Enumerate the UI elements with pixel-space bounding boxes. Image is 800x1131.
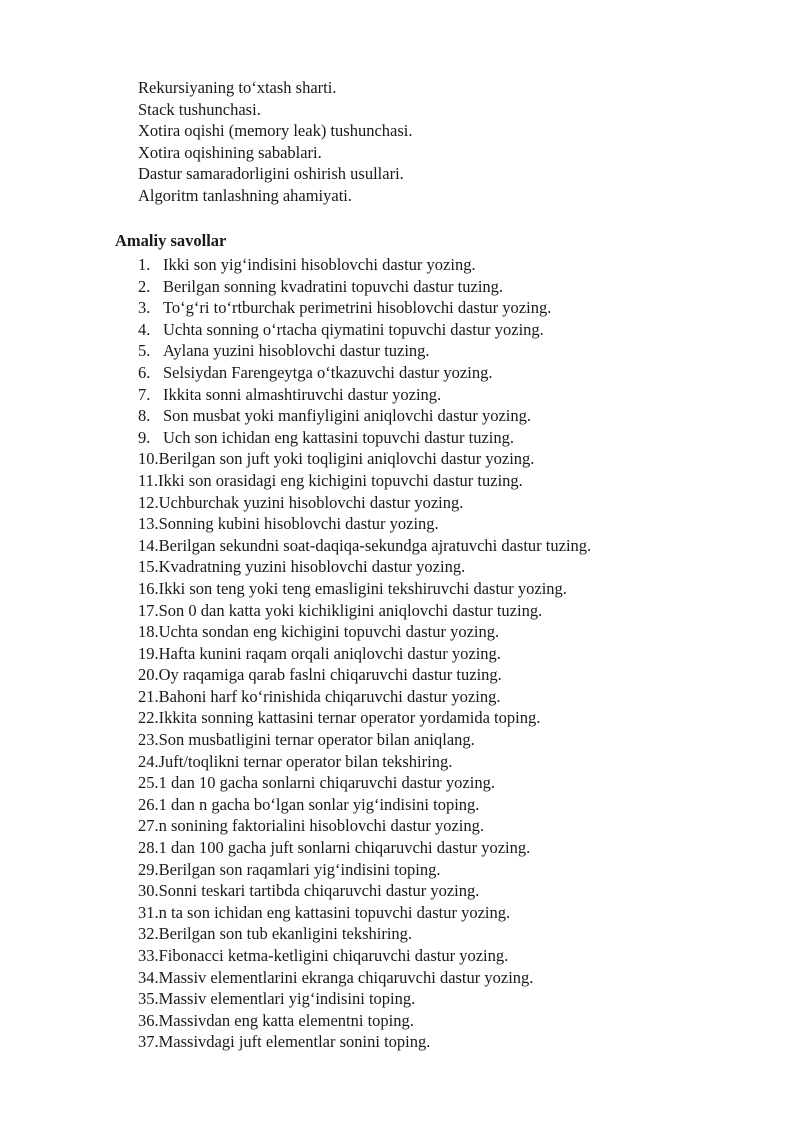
question-item (138, 297, 591, 319)
question-text: Selsiydan Farengeytga o‘tkazuvchi dastur yozing. (163, 362, 493, 382)
topic-item: Dastur samaradorligini oshirish usullari. (138, 164, 404, 184)
question-text: Ikki son teng yoki teng emasligini tekshiruvchi dastur yozing. (158, 578, 567, 598)
question-number: 27. (138, 816, 159, 836)
question-text: Massiv elementlarini ekranga chiqaruvchi dastur yozing. (158, 967, 534, 987)
section-heading: Amaliy savollar (115, 231, 227, 250)
question-text: To‘g‘ri to‘rtburchak perimetrini hisoblovchi dastur yozing. (163, 298, 552, 318)
question-text: Oy raqamiga qarab faslni chiqaruvchi dastur tuzing. (158, 665, 502, 685)
question-number: 34. (138, 967, 159, 987)
question-number: 15. (138, 557, 159, 577)
question-item (138, 1010, 591, 1032)
question-item (138, 729, 591, 751)
question-item (138, 556, 591, 578)
question-text: Massiv elementlari yig‘indisini toping. (158, 989, 416, 1009)
question-item (138, 276, 591, 298)
question-item (138, 362, 591, 384)
question-number: 14. (138, 535, 159, 555)
question-number: 33. (138, 946, 159, 965)
question-text: n ta son ichidan eng kattasini topuvchi dastur yozing. (158, 902, 511, 922)
question-number: 35. (138, 989, 159, 1009)
question-item (138, 967, 591, 989)
question-text: Sonning kubini hisoblovchi dastur yozing. (158, 514, 439, 534)
question-item (138, 492, 591, 514)
question-text: Ikki son yig‘indisini hisoblovchi dastur yozing. (163, 255, 476, 274)
topic-item: Xotira oqishi (memory leak) tushunchasi. (138, 121, 413, 141)
question-text: Uchta sondan eng kichigini topuvchi dastur yozing. (158, 622, 500, 642)
topic-item: Algoritm tanlashning ahamiyati. (138, 185, 353, 205)
question-text: Kvadratning yuzini hisoblovchi dastur yozing. (158, 557, 466, 577)
question-item (138, 405, 591, 427)
question-number: 28. (138, 838, 159, 858)
question-text: Berilgan sonning kvadratini topuvchi dastur tuzing. (163, 276, 504, 296)
question-item (138, 340, 591, 362)
question-number: 26. (138, 794, 159, 814)
question-text: Ikki son orasidagi eng kichigini topuvchi dastur tuzing. (158, 470, 523, 490)
topic-item: Rekursiyaning to‘xtash sharti. (138, 78, 337, 97)
question-text: 1 dan 10 gacha sonlarni chiqaruvchi dastur yozing. (158, 773, 495, 793)
question-text: Uchburchak yuzini hisoblovchi dastur yozing. (158, 492, 464, 512)
question-item (138, 254, 591, 276)
question-text: 1 dan n gacha bo‘lgan sonlar yig‘indisini toping. (158, 794, 480, 814)
question-number: 10. (138, 449, 159, 469)
question-number: 30. (138, 881, 159, 901)
question-text: Son 0 dan katta yoki kichikligini aniqlovchi dastur tuzing. (158, 600, 543, 620)
question-text: Bahoni harf ko‘rinishida chiqaruvchi dastur yozing. (158, 686, 501, 706)
question-item (138, 664, 591, 686)
question-number: 32. (138, 924, 159, 944)
question-text: Uch son ichidan eng kattasini topuvchi dastur tuzing. (163, 427, 515, 447)
question-number: 6. (138, 362, 151, 382)
question-number: 12. (138, 492, 159, 512)
question-item (138, 815, 591, 837)
question-number: 11. (138, 470, 159, 490)
question-number: 25. (138, 773, 159, 793)
question-number: 22. (138, 708, 159, 728)
question-number: 7. (138, 384, 151, 404)
question-item (138, 794, 591, 816)
question-item (138, 859, 591, 881)
question-item (138, 707, 591, 729)
question-number: 13. (138, 514, 159, 534)
topic-list (138, 77, 412, 207)
question-text: n sonining faktorialini hisoblovchi dastur yozing. (158, 816, 485, 836)
question-number: 21. (138, 686, 159, 706)
question-text: Aylana yuzini hisoblovchi dastur tuzing. (163, 341, 430, 361)
question-item (138, 513, 591, 535)
question-number: 20. (138, 665, 159, 685)
question-text: Sonni teskari tartibda chiqaruvchi dastur yozing. (158, 881, 480, 901)
question-number: 3. (138, 298, 151, 318)
question-item (138, 384, 591, 406)
question-number: 9. (138, 427, 151, 447)
question-item (138, 902, 591, 924)
question-number: 18. (138, 622, 159, 642)
question-item (138, 751, 591, 773)
question-text: Ikkita sonning kattasini ternar operator yordamida toping. (158, 708, 541, 728)
question-number: 24. (138, 751, 159, 771)
question-item (138, 880, 591, 902)
question-item (138, 923, 591, 945)
question-text: Berilgan son tub ekanligini tekshiring. (158, 924, 413, 944)
question-number: 36. (138, 1010, 159, 1030)
question-number: 1. (138, 255, 151, 274)
topic-item: Stack tushunchasi. (138, 99, 261, 119)
question-list (138, 254, 591, 1053)
topic-item: Xotira oqishining sabablari. (138, 142, 322, 162)
question-text: Massivdagi juft elementlar sonini toping. (158, 1032, 431, 1052)
question-item (138, 319, 591, 341)
question-text: Berilgan son juft yoki toqligini aniqlovchi dastur yozing. (158, 449, 535, 469)
question-item (138, 470, 591, 492)
question-text: Berilgan sekundni soat-daqiqa-sekundga ajratuvchi dastur tuzing. (158, 535, 592, 555)
question-text: Berilgan son raqamlari yig‘indisini toping. (158, 859, 441, 879)
question-item (138, 578, 591, 600)
question-item (138, 772, 591, 794)
question-number: 29. (138, 859, 159, 879)
question-item (138, 945, 591, 967)
question-text: Uchta sonning o‘rtacha qiymatini topuvchi dastur yozing. (163, 319, 544, 339)
question-number: 31. (138, 902, 159, 922)
question-item (138, 621, 591, 643)
question-text: Ikkita sonni almashtiruvchi dastur yozing. (163, 384, 442, 404)
question-number: 16. (138, 578, 159, 598)
question-item (138, 643, 591, 665)
question-number: 23. (138, 730, 159, 750)
question-item (138, 600, 591, 622)
question-text: Juft/toqlikni ternar operator bilan tekshiring. (158, 751, 453, 771)
question-text: Hafta kunini raqam orqali aniqlovchi dastur yozing. (158, 643, 501, 663)
question-number: 17. (138, 600, 159, 620)
question-item (138, 448, 591, 470)
question-number: 5. (138, 341, 151, 361)
question-text: 1 dan 100 gacha juft sonlarni chiqaruvchi dastur yozing. (158, 838, 531, 858)
question-text: Massivdan eng katta elementni toping. (158, 1010, 414, 1030)
question-text: Fibonacci ketma-ketligini chiqaruvchi dastur yozing. (158, 946, 509, 965)
question-text: Son musbat yoki manfiyligini aniqlovchi dastur yozing. (163, 406, 532, 426)
question-text: Son musbatligini ternar operator bilan aniqlang. (158, 730, 475, 750)
question-item (138, 837, 591, 859)
question-number: 4. (138, 319, 151, 339)
question-item (138, 535, 591, 557)
question-number: 19. (138, 643, 159, 663)
question-item (138, 686, 591, 708)
question-number: 37. (138, 1032, 159, 1052)
question-item (138, 1031, 591, 1053)
question-number: 8. (138, 406, 151, 426)
question-item (138, 988, 591, 1010)
question-item (138, 427, 591, 449)
question-number: 2. (138, 276, 151, 296)
